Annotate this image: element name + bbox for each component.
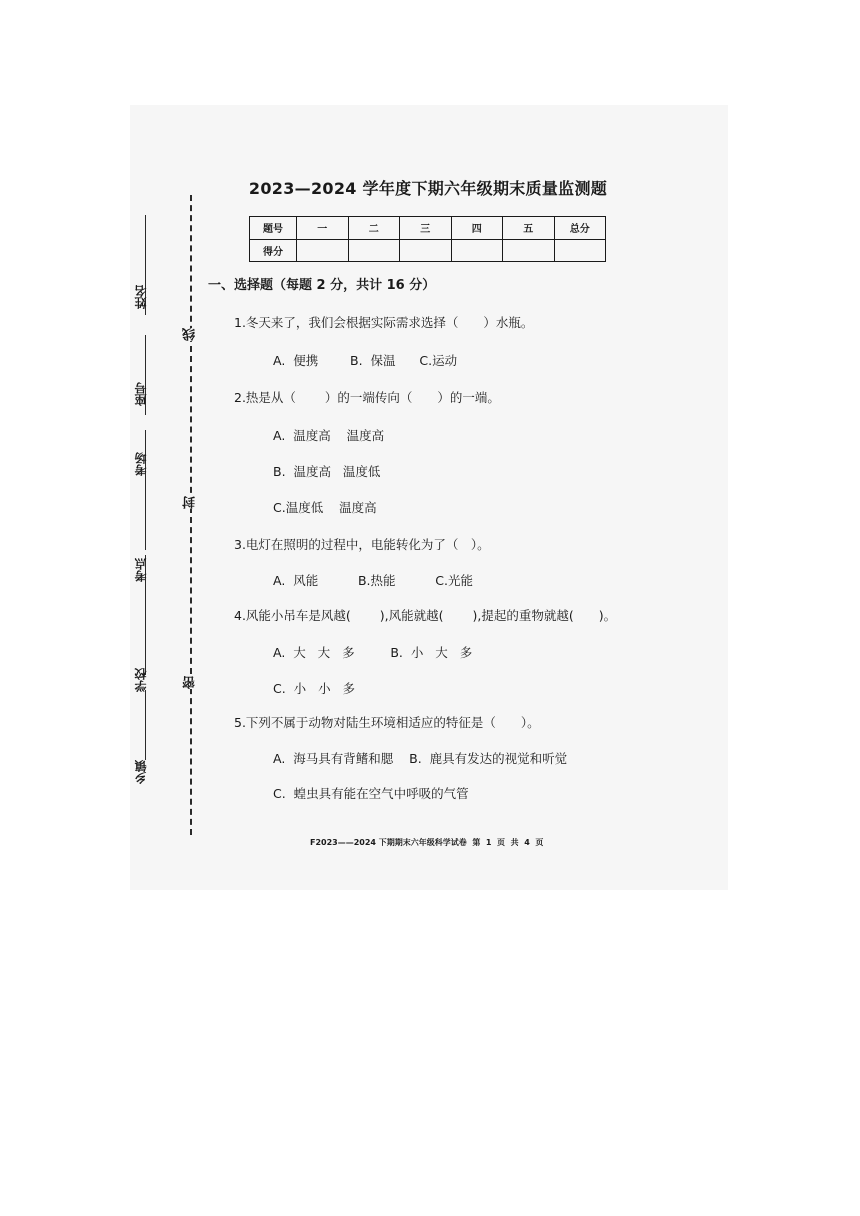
- score-cell: 四: [451, 217, 503, 240]
- town-field-label: 乡镇: [134, 760, 148, 784]
- score-input-cell[interactable]: [400, 239, 452, 262]
- question-5-stem: 5.下列不属于动物对陆生环境相适应的特征是（ ）。: [234, 715, 540, 730]
- score-cell: 三: [400, 217, 452, 240]
- question-2-option-c: C.温度低 温度高: [273, 500, 377, 515]
- question-1-stem: 1.冬天来了，我们会根据实际需求选择（ ）水瓶。: [234, 315, 534, 330]
- score-cell: 二: [348, 217, 400, 240]
- room-field-label: 考场: [134, 452, 148, 476]
- score-cell: 总分: [554, 217, 606, 240]
- question-2-option-a: A. 温度高 温度高: [273, 428, 385, 443]
- page-title: 2023—2024 学年度下期六年级期末质量监测题: [248, 179, 608, 198]
- question-4-stem: 4.风能小吊车是风越( ),风能就越( ),提起的重物就越( )。: [234, 608, 617, 623]
- question-3-stem: 3.电灯在照明的过程中，电能转化为了（ ）。: [234, 537, 490, 552]
- school-field-label: 学校: [134, 668, 148, 692]
- score-table: [249, 216, 606, 262]
- question-4-options-ab: A. 大 大 多 B. 小 大 多: [273, 645, 473, 660]
- question-2-stem: 2.热是从（ ）的一端传向（ ）的一端。: [234, 390, 500, 405]
- seat-field-label: 座号: [134, 382, 148, 406]
- score-cell: 题号: [250, 217, 297, 240]
- score-cell: 五: [503, 217, 555, 240]
- question-3-options: A. 风能 B.热能 C.光能: [273, 573, 473, 588]
- seal-char-feng: 封: [183, 496, 198, 509]
- question-5-option-c: C. 蝗虫具有能在空气中呼吸的气管: [273, 786, 469, 801]
- score-table-score-row: [250, 239, 606, 262]
- question-2-option-b: B. 温度高 温度低: [273, 464, 381, 479]
- seal-char-mi: 密: [183, 676, 198, 689]
- question-4-option-c: C. 小 小 多: [273, 681, 355, 696]
- score-input-cell[interactable]: [297, 239, 349, 262]
- page-footer: F2023——2024 下期期末六年级科学试卷 第 1 页 共 4 页: [310, 838, 544, 847]
- score-input-cell[interactable]: [348, 239, 400, 262]
- question-1-options: A. 便携 B. 保温 C.运动: [273, 353, 458, 368]
- score-input-cell[interactable]: [451, 239, 503, 262]
- score-cell: 得分: [250, 239, 297, 262]
- binding-dashed-line: [190, 195, 192, 835]
- score-table-header-row: [250, 217, 606, 240]
- seal-char-xian: 线: [183, 328, 198, 341]
- name-field-label: 姓名: [134, 285, 148, 309]
- site-field-label: 考点: [134, 558, 148, 582]
- question-5-options-ab: A. 海马具有背鳍和腮 B. 鹿具有发达的视觉和听觉: [273, 751, 568, 766]
- room-field-line: [145, 430, 146, 550]
- school-field-line: [145, 690, 146, 760]
- score-input-cell[interactable]: [554, 239, 606, 262]
- score-input-cell[interactable]: [503, 239, 555, 262]
- section-heading: 一、选择题（每题 2 分，共计 16 分）: [208, 278, 436, 293]
- score-cell: 一: [297, 217, 349, 240]
